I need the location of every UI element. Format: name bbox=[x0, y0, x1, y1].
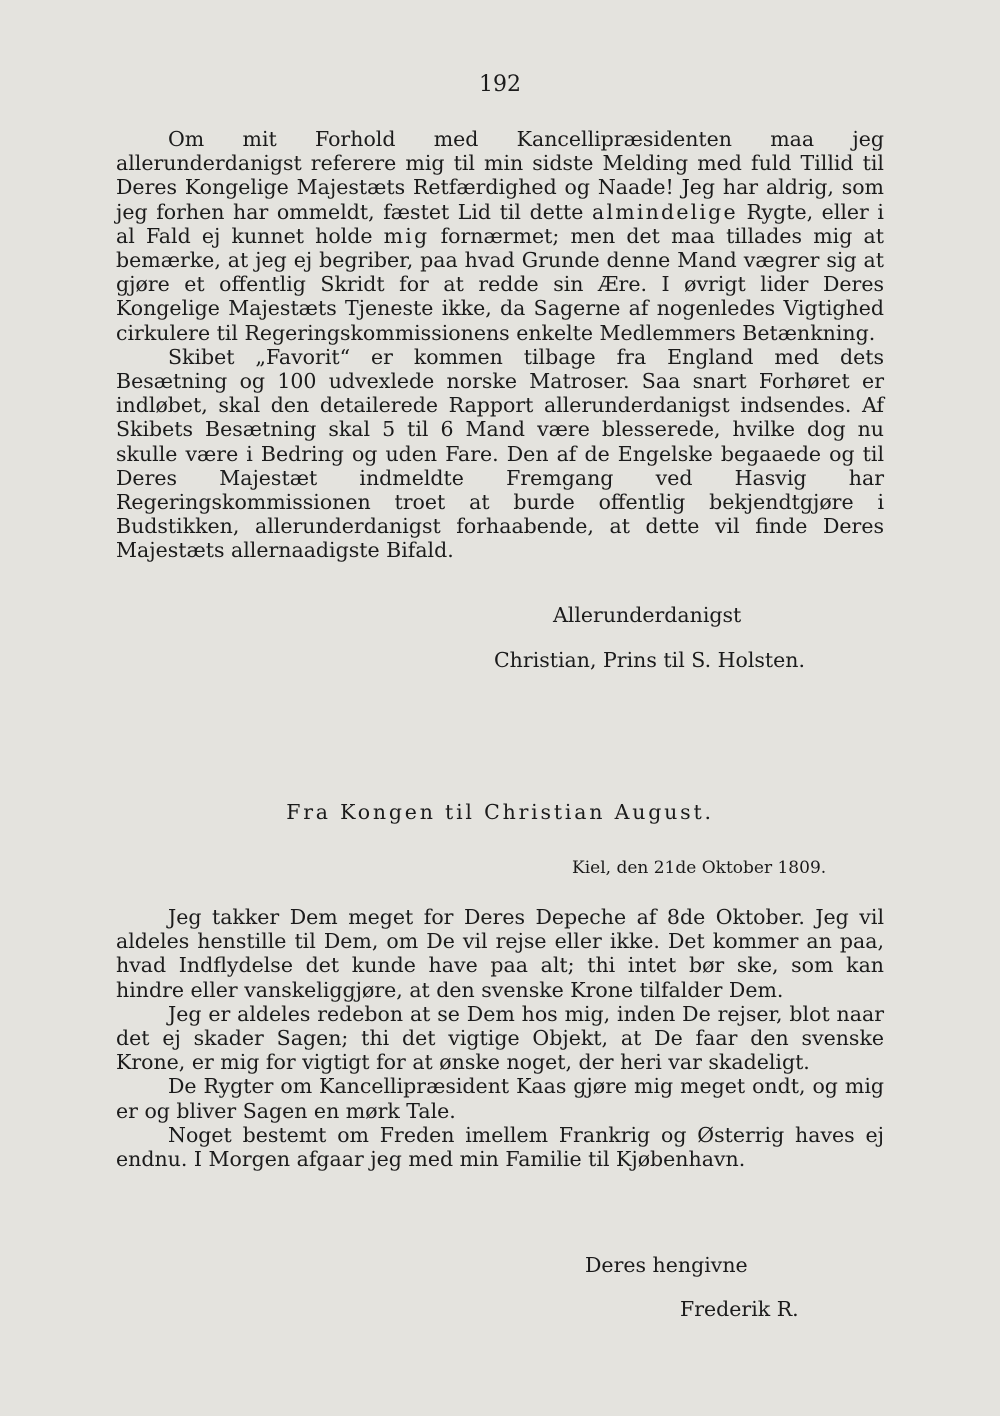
letter1-p1-emphasis-1: almindelige bbox=[592, 199, 738, 224]
letter2-paragraph-1: Jeg takker Dem meget for Deres Depeche af 8de Oktober. Jeg vil aldeles henstille til Dem, om De vil rejse eller ikke. Det kommer an paa, hvad Indflydelse det kunde have paa alt; thi intet bør ske, som kan hindre eller vanskeliggjøre, at den svenske Krone tilfalder Dem. bbox=[116, 905, 884, 1002]
letter1-signature: Christian, Prins til S. Holsten. bbox=[494, 648, 806, 672]
letter2-signature: Frederik R. bbox=[680, 1297, 799, 1321]
letter1-p1-emphasis-2: mig bbox=[383, 223, 430, 248]
letter1-p1-start: Om mit Forhold med Kancellipræsidenten maa jeg allerunderdanigst referere mig til min sidste Melding med fuld Tillid til Deres Kongelige Majestæts Retfærdighed og Naade! Jeg har aldrig, som jeg forhen har ommeldt, fæstet Lid til dette bbox=[116, 127, 884, 224]
letter2-dateline: Kiel, den 21de Oktober 1809. bbox=[572, 858, 827, 878]
letter2-body bbox=[116, 905, 884, 1171]
letter1-closing: Allerunderdanigst bbox=[553, 603, 742, 627]
letter2-paragraph-4: Noget bestemt om Freden imellem Frankrig og Østerrig haves ej endnu. I Morgen afgaar jeg med min Familie til Kjøbenhavn. bbox=[116, 1122, 884, 1172]
letter2-paragraph-3: De Rygter om Kancellipræsident Kaas gjøre mig meget ondt, og mig er og bliver Sagen en mørk Tale. bbox=[116, 1074, 884, 1123]
letter2-closing: Deres hengivne bbox=[585, 1253, 748, 1277]
letter1-paragraph-2: Skibet „Favorit“ er kommen tilbage fra England med dets Besætning og 100 udvexlede norske Matroser. Saa snart Forhøret er indløbet, skal den detailerede Rapport allerunderdanigst indsendes. Af Skibets Besætning skal 5 til 6 Mand være blesserede, hvilke dog nu skulle være i Bedring og uden Fare. Den af de Engelske begaaede og til Deres Majestæt indmeldte Fremgang ved Hasvig har Regeringskommissionen troet at burde offentlig bekjendtgjøre i Budstikken, allerunderdanigst forhaabende, at dette vil finde Deres Majestæts allernaadigste Bifald. bbox=[116, 344, 884, 563]
letter2-heading: Fra Kongen til Christian August. bbox=[286, 800, 714, 824]
letter1-paragraph-1 bbox=[116, 127, 884, 345]
page-number: 192 bbox=[479, 72, 521, 97]
letter1-body bbox=[116, 127, 884, 563]
letter1-p1-mid: Rygte, eller i al Fald ej kunnet holde bbox=[116, 199, 884, 248]
letter2-paragraph-2: Jeg er aldeles redebon at se Dem hos mig, inden De rejser, blot naar det ej skader Sagen; thi det vigtige Objekt, at De faar den svenske Krone, er mig for vigtigt for at ønske noget, der heri var skadeligt. bbox=[116, 1001, 884, 1075]
letter1-p1-end: fornærmet; men det maa tillades mig at bemærke, at jeg ej begriber, paa hvad Grunde denne Mand vægrer sig at gjøre et offentlig Skridt for at redde sin Ære. I øvrigt lider Deres Kongelige Majestæts Tjeneste ikke, da Sagerne af nogenledes Vigtighed cirkulere til Regeringskommissionens enkelte Medlemmers Betænkning. bbox=[116, 223, 884, 345]
